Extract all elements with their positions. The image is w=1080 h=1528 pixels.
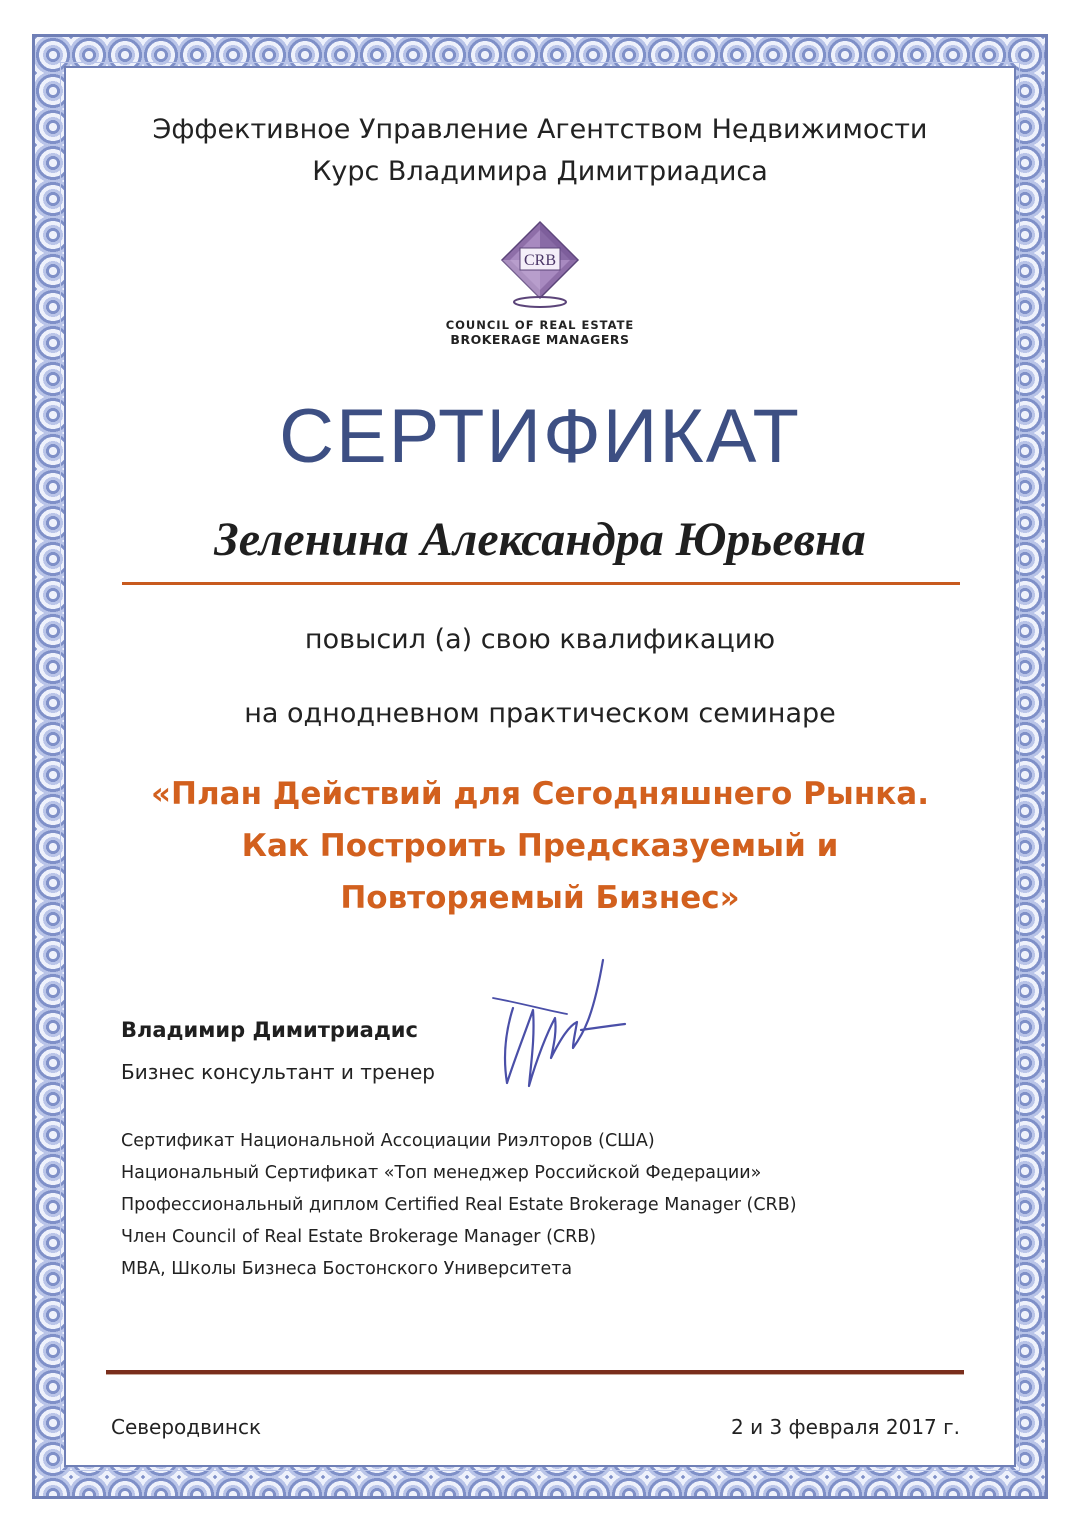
org-name-line2: BROKERAGE MANAGERS xyxy=(450,332,630,347)
credential-item: Национальный Сертификат «Топ менеджер Российской Федерации» xyxy=(121,1163,762,1183)
issue-date: 2 и 3 февраля 2017 г. xyxy=(731,1415,960,1439)
credential-item: Член Council of Real Estate Brokerage Manager (CRB) xyxy=(121,1227,597,1247)
course-title: Эффективное Управление Агентством Недвижимости xyxy=(152,114,928,145)
course-subtitle: Курс Владимира Димитриадиса xyxy=(312,156,768,187)
recipient-name: Зеленина Александра Юрьевна xyxy=(214,513,866,566)
credential-item: Профессиональный диплом Certified Real Estate Brokerage Manager (CRB) xyxy=(121,1195,797,1215)
crb-logo-text: CRB xyxy=(523,252,557,269)
qualification-text: повысил (а) свою квалификацию xyxy=(304,624,776,655)
seminar-title-line: «План Действий для Сегодняшнего Рынка. xyxy=(151,776,929,812)
handwritten-signature xyxy=(485,938,635,1098)
seminar-title-line: Как Построить Предсказуемый и xyxy=(241,828,839,864)
crb-diamond-logo-icon xyxy=(500,220,580,310)
credential-item: Сертификат Национальной Ассоциации Риэлторов (США) xyxy=(121,1131,655,1151)
seminar-intro: на однодневном практическом семинаре xyxy=(244,698,836,729)
credentials-list xyxy=(121,1125,797,1285)
recipient-underline xyxy=(122,582,960,585)
certificate-title: СЕРТИФИКАТ xyxy=(279,394,801,479)
signer-name: Владимир Димитриадис xyxy=(121,1018,418,1042)
footer-divider xyxy=(106,1370,964,1375)
credential-item: MBA, Школы Бизнеса Бостонского Университета xyxy=(121,1259,573,1279)
org-name-line1: COUNCIL OF REAL ESTATE xyxy=(445,318,635,332)
seminar-title xyxy=(64,768,1016,924)
seminar-title-line: Повторяемый Бизнес» xyxy=(340,880,740,916)
signer-role: Бизнес консультант и тренер xyxy=(121,1060,435,1084)
issue-city: Северодвинск xyxy=(111,1415,262,1439)
